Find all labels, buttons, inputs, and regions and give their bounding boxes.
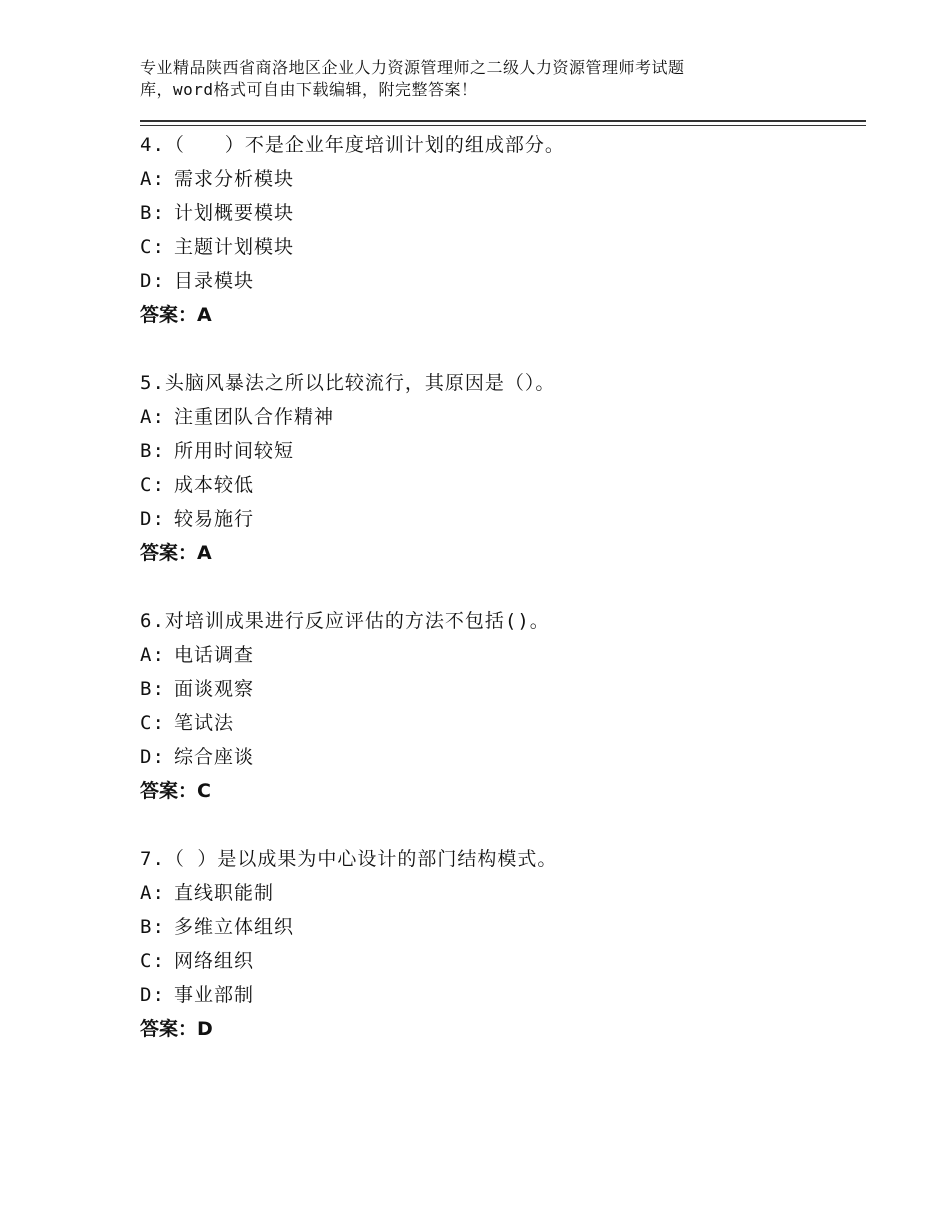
option-text: 目录模块 bbox=[174, 270, 255, 292]
option-text: 主题计划模块 bbox=[174, 236, 295, 258]
option-c bbox=[140, 230, 860, 264]
option-c bbox=[140, 944, 860, 978]
option-a bbox=[140, 400, 860, 434]
option-key: C: bbox=[140, 236, 165, 258]
question-7 bbox=[140, 842, 860, 1046]
option-key: D: bbox=[140, 270, 165, 292]
option-key: A: bbox=[140, 168, 165, 190]
option-text: 直线职能制 bbox=[174, 882, 275, 904]
option-c bbox=[140, 706, 860, 740]
question-6 bbox=[140, 604, 860, 808]
option-b bbox=[140, 196, 860, 230]
option-d bbox=[140, 502, 860, 536]
option-key: A: bbox=[140, 644, 165, 666]
option-key: B: bbox=[140, 916, 165, 938]
option-key: A: bbox=[140, 882, 165, 904]
option-key: D: bbox=[140, 508, 165, 530]
header-title-line-1: 专业精品陕西省商洛地区企业人力资源管理师之二级人力资源管理师考试题 bbox=[140, 58, 685, 77]
option-text: 计划概要模块 bbox=[174, 202, 295, 224]
header-divider bbox=[140, 120, 866, 126]
option-d bbox=[140, 740, 860, 774]
answer-label: 答案：A bbox=[140, 542, 212, 564]
option-text: 需求分析模块 bbox=[174, 168, 295, 190]
option-text: 所用时间较短 bbox=[174, 440, 295, 462]
option-b bbox=[140, 910, 860, 944]
answer-label: 答案：C bbox=[140, 780, 211, 802]
option-key: B: bbox=[140, 440, 165, 462]
option-text: 注重团队合作精神 bbox=[174, 406, 335, 428]
option-text: 电话调查 bbox=[174, 644, 255, 666]
option-d bbox=[140, 264, 860, 298]
question-stem: 4.（ ）不是企业年度培训计划的组成部分。 bbox=[140, 134, 565, 156]
question-5 bbox=[140, 366, 860, 570]
option-key: A: bbox=[140, 406, 165, 428]
option-text: 综合座谈 bbox=[174, 746, 255, 768]
header-title-line-2: 库，word格式可自由下载编辑，附完整答案！ bbox=[140, 80, 478, 99]
option-text: 成本较低 bbox=[174, 474, 255, 496]
question-stem: 7.（ ）是以成果为中心设计的部门结构模式。 bbox=[140, 848, 558, 870]
option-key: D: bbox=[140, 984, 165, 1006]
option-text: 笔试法 bbox=[174, 712, 235, 734]
option-key: C: bbox=[140, 474, 165, 496]
option-d bbox=[140, 978, 860, 1012]
document-header bbox=[140, 57, 780, 101]
option-text: 较易施行 bbox=[174, 508, 255, 530]
question-4 bbox=[140, 128, 860, 332]
option-text: 多维立体组织 bbox=[174, 916, 295, 938]
option-key: D: bbox=[140, 746, 165, 768]
option-text: 面谈观察 bbox=[174, 678, 255, 700]
option-text: 事业部制 bbox=[174, 984, 255, 1006]
option-a bbox=[140, 876, 860, 910]
option-a bbox=[140, 638, 860, 672]
question-stem: 6.对培训成果进行反应评估的方法不包括()。 bbox=[140, 610, 550, 632]
option-key: B: bbox=[140, 202, 165, 224]
option-c bbox=[140, 468, 860, 502]
option-key: C: bbox=[140, 950, 165, 972]
option-key: B: bbox=[140, 678, 165, 700]
option-b bbox=[140, 672, 860, 706]
question-stem: 5.头脑风暴法之所以比较流行，其原因是（）。 bbox=[140, 372, 556, 394]
answer-label: 答案：A bbox=[140, 304, 212, 326]
option-b bbox=[140, 434, 860, 468]
option-text: 网络组织 bbox=[174, 950, 255, 972]
option-key: C: bbox=[140, 712, 165, 734]
option-a bbox=[140, 162, 860, 196]
answer-label: 答案：D bbox=[140, 1018, 213, 1040]
question-list bbox=[140, 128, 860, 1080]
